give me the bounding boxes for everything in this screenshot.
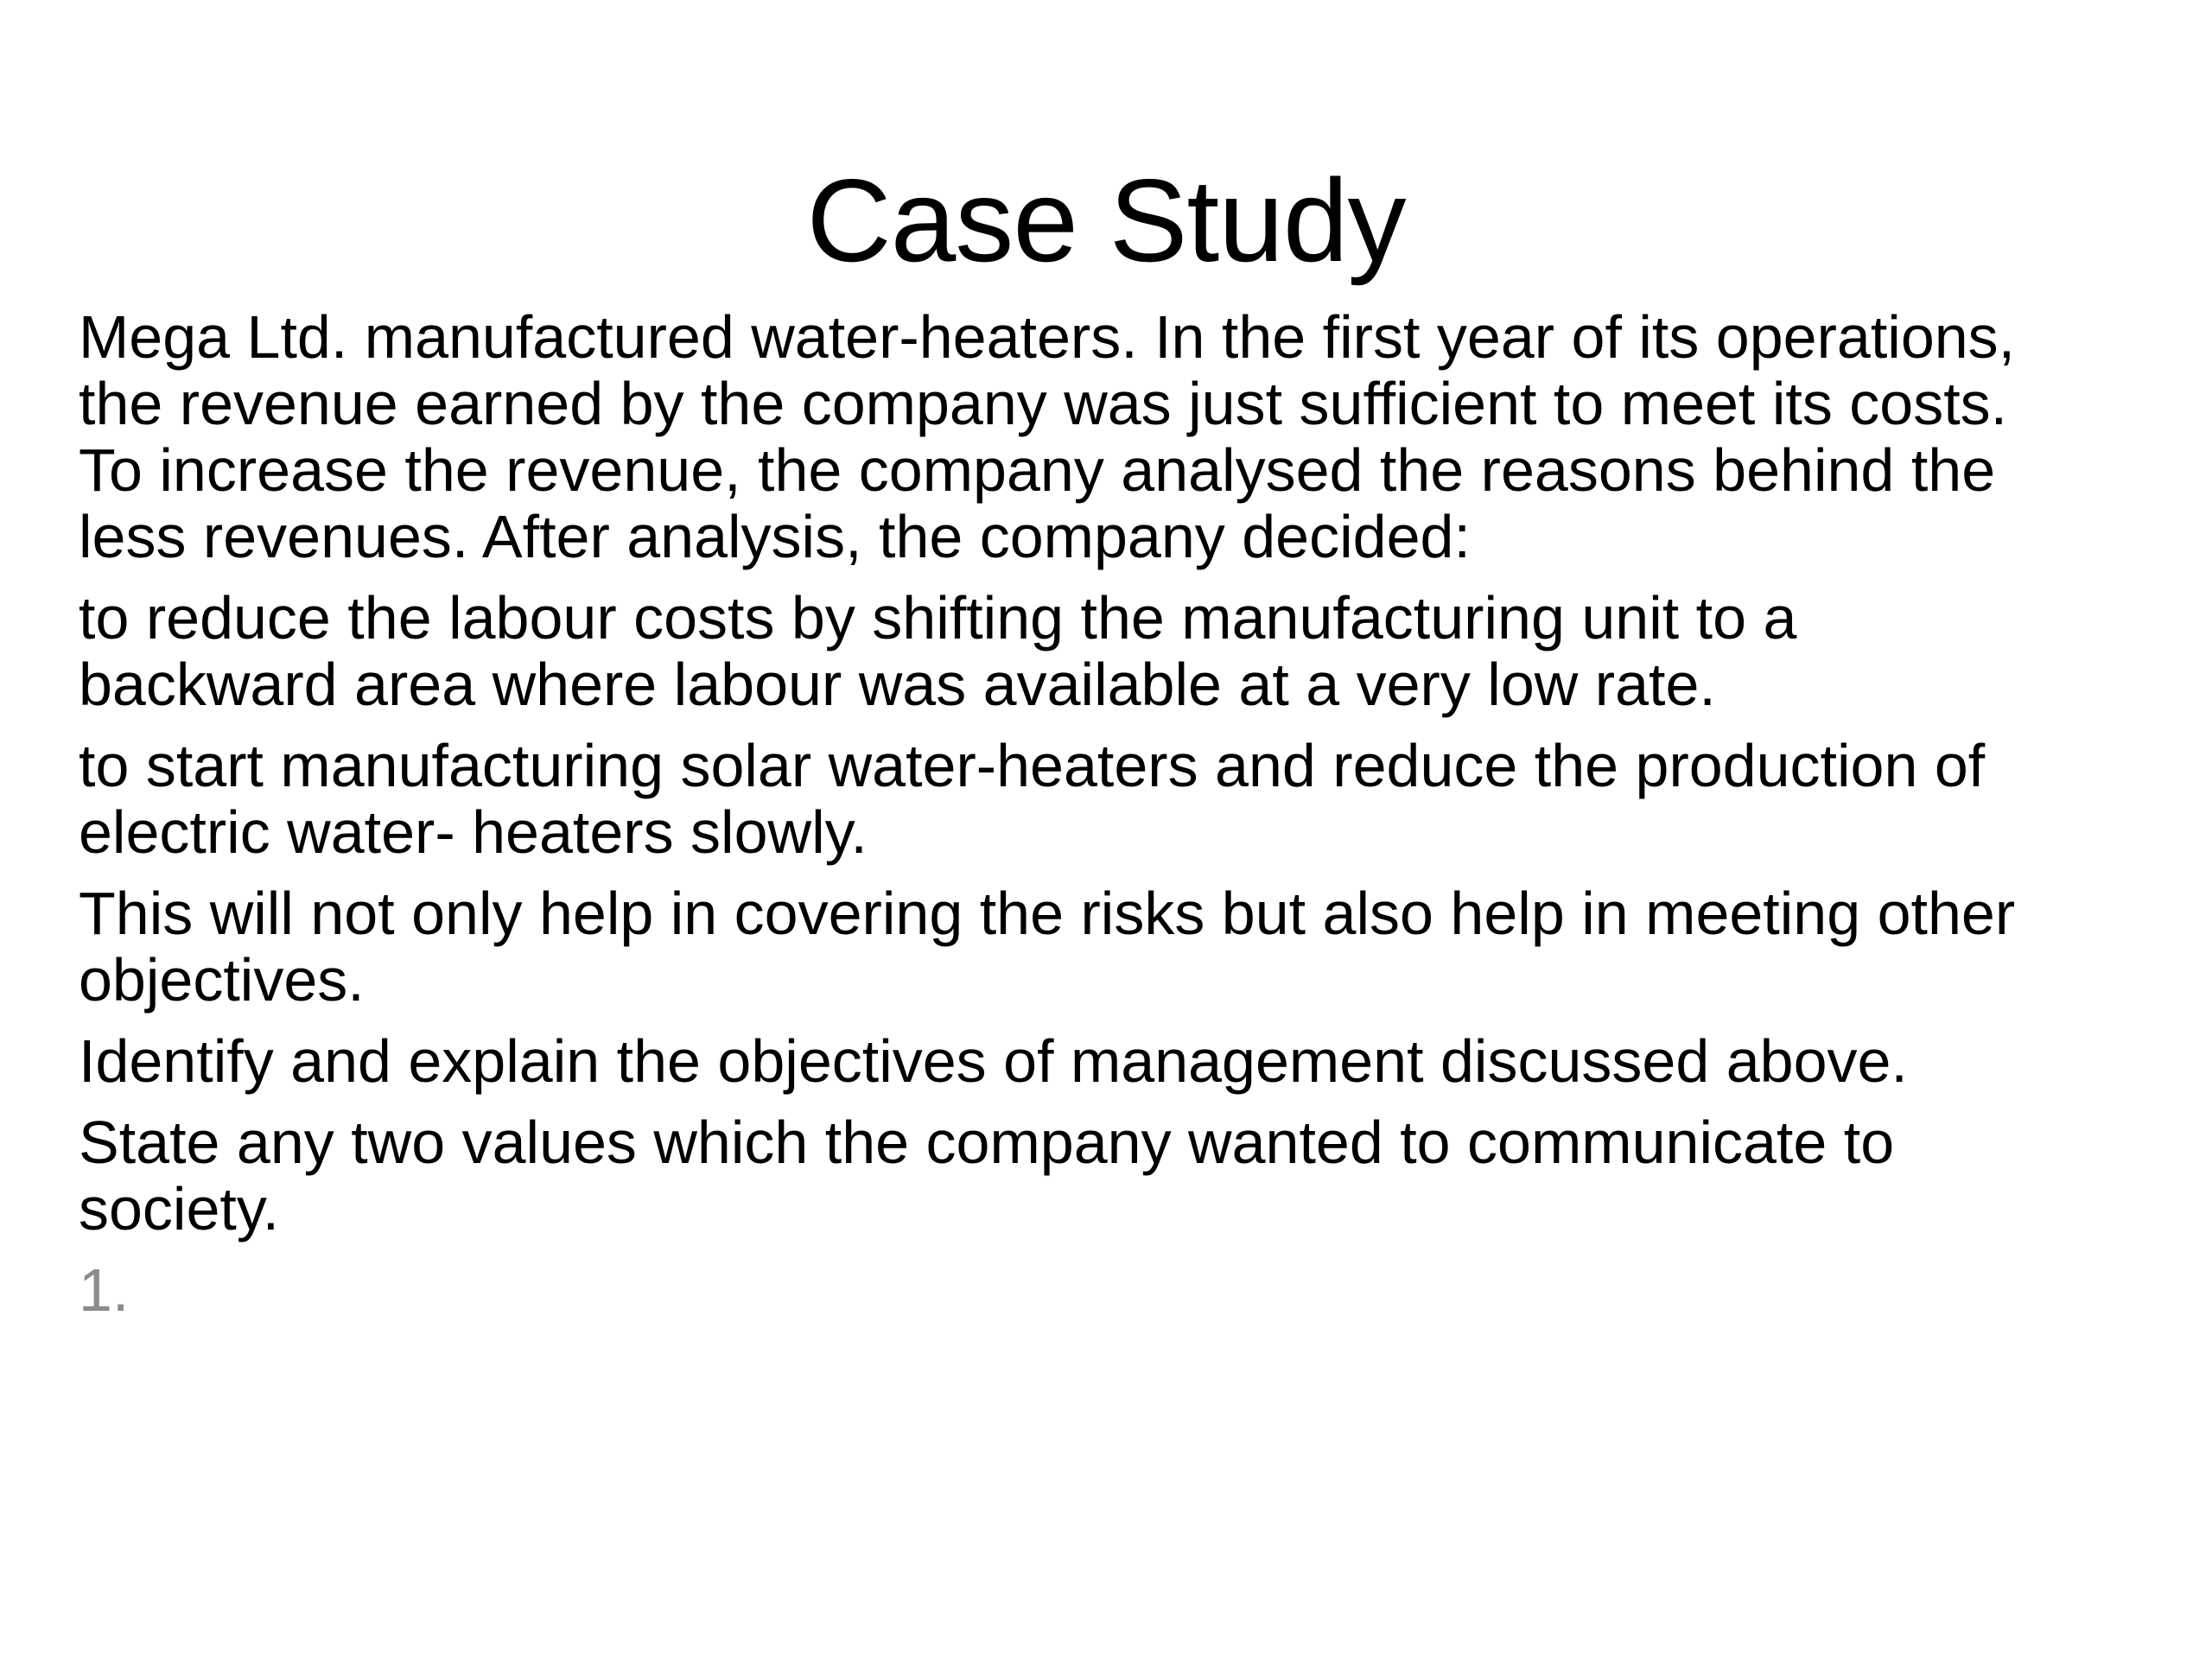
text-line: Identify and explain the objectives of management discussed above. [79,1027,1908,1095]
paragraph-labour-costs [79,585,2170,718]
paragraph-question-objectives [79,1028,2170,1095]
slide-body [79,304,2170,1338]
text-line: less revenues. After analysis, the company decided: [79,503,1471,570]
text-line: to reduce the labour costs by shifting the manufacturing unit to a [79,584,1797,652]
text-line: State any two values which the company wanted to communicate to [79,1109,1895,1176]
text-line: objectives. [79,946,365,1014]
list-marker: 1. [79,1256,130,1324]
paragraph-intro [79,304,2170,570]
paragraph-solar-heaters [79,733,2170,866]
text-line: to start manufacturing solar water-heaters and reduce the production of [79,732,1986,799]
text-line: This will not only help in covering the risks but also help in meeting other [79,880,2016,947]
text-line: the revenue earned by the company was just sufficient to meet its costs. [79,370,2008,437]
slide-title: Case Study [806,155,1406,286]
text-line: electric water- heaters slowly. [79,798,868,866]
text-line: society. [79,1175,280,1243]
text-line: backward area where labour was available at a very low rate. [79,651,1716,718]
paragraph-risks [79,880,2170,1014]
paragraph-question-values [79,1109,2170,1243]
text-line: To increase the revenue, the company analysed the reasons behind the [79,436,1996,504]
text-line: Mega Ltd. manufactured water-heaters. In the first year of its operations, [79,303,2016,371]
